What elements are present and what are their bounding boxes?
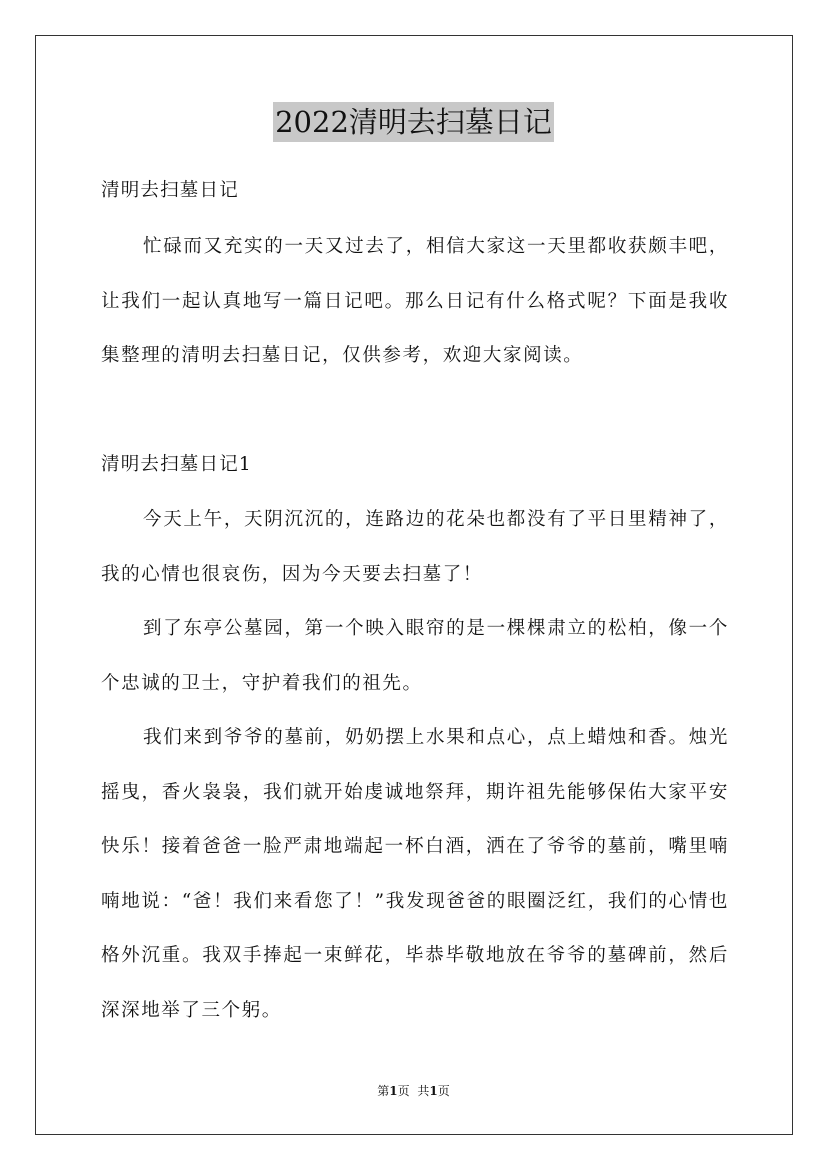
section-heading: 清明去扫墓日记1 [101, 454, 252, 475]
title-container [0, 102, 827, 142]
body-paragraph-2: 到了东亭公墓园，第一个映入眼帘的是一棵棵肃立的松柏，像一个个忠诚的卫士，守护着我们的祖先。 [101, 618, 729, 694]
diary-body [101, 493, 729, 1038]
body-paragraph-1: 今天上午，天阴沉沉的，连路边的花朵也都没有了平日里精神了，我的心情也很哀伤，因为今天要去扫墓了！ [101, 509, 729, 585]
footer-page-prefix: 第 [377, 1084, 390, 1098]
body-paragraph-3: 我们来到爷爷的墓前，奶奶摆上水果和点心，点上蜡烛和香。烛光摇曳，香火袅袅，我们就开始虔诚地祭拜，期许祖先能够保佑大家平安快乐！接着爸爸一脸严肃地端起一杯白酒，洒在了爷爷的墓前，嘴里喃喃地说：“爸！我们来看您了！”我发现爸爸的眼圈泛红，我们的心情也格外沉重。我双手捧起一束鲜花，毕恭毕敬地放在爷爷的墓碑前，然后深深地举了三个躬。 [101, 727, 729, 1021]
footer-page-suffix: 页 [397, 1084, 410, 1098]
page-footer [0, 1082, 827, 1100]
footer-total-pages: 1 [429, 1084, 438, 1098]
footer-page-number: 1 [389, 1084, 398, 1098]
intro-paragraph: 忙碌而又充实的一天又过去了，相信大家这一天里都收获颇丰吧，让我们一起认真地写一篇日记吧。那么日记有什么格式呢？下面是我收集整理的清明去扫墓日记，仅供参考，欢迎大家阅读。 [101, 236, 729, 366]
intro-heading: 清明去扫墓日记 [101, 180, 239, 201]
intro-section [101, 220, 729, 384]
document-title: 2022清明去扫墓日记 [273, 102, 554, 142]
footer-total-suffix: 页 [437, 1084, 450, 1098]
footer-total-prefix: 共 [417, 1084, 430, 1098]
